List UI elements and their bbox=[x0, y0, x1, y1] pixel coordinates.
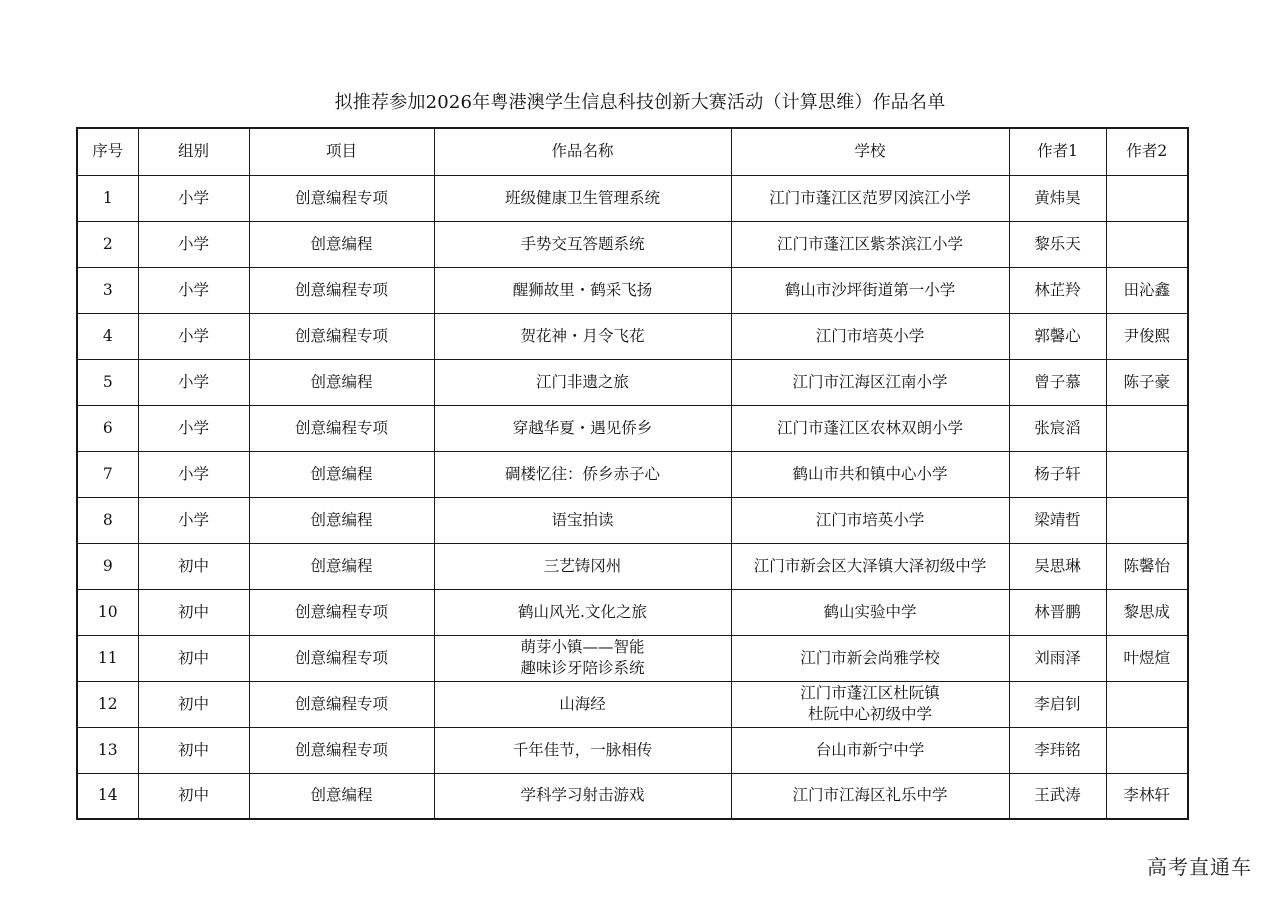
cell-author-1: 刘雨泽 bbox=[1009, 635, 1106, 681]
cell-index: 3 bbox=[77, 267, 138, 313]
cell-author-1: 杨子轩 bbox=[1009, 451, 1106, 497]
cell-index: 13 bbox=[77, 727, 138, 773]
cell-work-name: 千年佳节，一脉相传 bbox=[434, 727, 731, 773]
cell-author-2 bbox=[1106, 727, 1188, 773]
header-school: 学校 bbox=[731, 128, 1009, 175]
cell-work-name: 山海经 bbox=[434, 681, 731, 727]
cell-author-2: 叶煜煊 bbox=[1106, 635, 1188, 681]
cell-author-2 bbox=[1106, 497, 1188, 543]
cell-project: 创意编程专项 bbox=[249, 727, 434, 773]
cell-group: 初中 bbox=[138, 589, 249, 635]
cell-author-2 bbox=[1106, 221, 1188, 267]
cell-index: 6 bbox=[77, 405, 138, 451]
cell-group: 小学 bbox=[138, 451, 249, 497]
cell-work-name: 三艺铸冈州 bbox=[434, 543, 731, 589]
cell-school: 鹤山市沙坪街道第一小学 bbox=[731, 267, 1009, 313]
cell-group: 小学 bbox=[138, 359, 249, 405]
table-row bbox=[77, 267, 1188, 313]
header-project: 项目 bbox=[249, 128, 434, 175]
cell-author-2: 陈子豪 bbox=[1106, 359, 1188, 405]
cell-school: 江门市新会区大泽镇大泽初级中学 bbox=[731, 543, 1009, 589]
cell-school: 江门市蓬江区范罗冈滨江小学 bbox=[731, 175, 1009, 221]
cell-project: 创意编程 bbox=[249, 221, 434, 267]
cell-author-2: 黎思成 bbox=[1106, 589, 1188, 635]
cell-group: 小学 bbox=[138, 175, 249, 221]
cell-group: 初中 bbox=[138, 681, 249, 727]
cell-work-name: 碉楼忆往：侨乡赤子心 bbox=[434, 451, 731, 497]
cell-project: 创意编程专项 bbox=[249, 175, 434, 221]
cell-group: 初中 bbox=[138, 543, 249, 589]
cell-project: 创意编程 bbox=[249, 543, 434, 589]
cell-school: 江门市江海区江南小学 bbox=[731, 359, 1009, 405]
table-row bbox=[77, 635, 1188, 681]
table-row bbox=[77, 405, 1188, 451]
cell-index: 1 bbox=[77, 175, 138, 221]
cell-project: 创意编程 bbox=[249, 773, 434, 819]
cell-author-1: 李启钊 bbox=[1009, 681, 1106, 727]
cell-index: 8 bbox=[77, 497, 138, 543]
cell-project: 创意编程专项 bbox=[249, 267, 434, 313]
cell-project: 创意编程专项 bbox=[249, 681, 434, 727]
cell-author-1: 李玮铭 bbox=[1009, 727, 1106, 773]
cell-group: 初中 bbox=[138, 773, 249, 819]
cell-work-name: 学科学习射击游戏 bbox=[434, 773, 731, 819]
cell-index: 2 bbox=[77, 221, 138, 267]
cell-school: 台山市新宁中学 bbox=[731, 727, 1009, 773]
cell-work-name: 萌芽小镇——智能 趣味诊牙陪诊系统 bbox=[434, 635, 731, 681]
watermark-text: 高考直通车 bbox=[1147, 855, 1252, 879]
cell-project: 创意编程 bbox=[249, 359, 434, 405]
cell-author-2: 陈馨怡 bbox=[1106, 543, 1188, 589]
table-row bbox=[77, 543, 1188, 589]
table-row bbox=[77, 773, 1188, 819]
cell-index: 10 bbox=[77, 589, 138, 635]
table-row bbox=[77, 727, 1188, 773]
cell-work-name: 醒狮故里・鹤采飞扬 bbox=[434, 267, 731, 313]
cell-index: 5 bbox=[77, 359, 138, 405]
cell-index: 14 bbox=[77, 773, 138, 819]
cell-school: 江门市蓬江区杜阮镇 杜阮中心初级中学 bbox=[731, 681, 1009, 727]
cell-author-2: 李林轩 bbox=[1106, 773, 1188, 819]
table-row bbox=[77, 359, 1188, 405]
cell-work-name: 语宝拍读 bbox=[434, 497, 731, 543]
cell-work-name: 鹤山风光.文化之旅 bbox=[434, 589, 731, 635]
cell-group: 小学 bbox=[138, 497, 249, 543]
cell-work-name: 贺花神・月令飞花 bbox=[434, 313, 731, 359]
cell-school: 江门市蓬江区农林双朗小学 bbox=[731, 405, 1009, 451]
cell-author-2 bbox=[1106, 405, 1188, 451]
table-row bbox=[77, 681, 1188, 727]
cell-group: 小学 bbox=[138, 405, 249, 451]
cell-author-2: 田沁鑫 bbox=[1106, 267, 1188, 313]
cell-group: 小学 bbox=[138, 221, 249, 267]
cell-author-1: 曾子慕 bbox=[1009, 359, 1106, 405]
cell-author-1: 林晋鹏 bbox=[1009, 589, 1106, 635]
header-work-name: 作品名称 bbox=[434, 128, 731, 175]
cell-author-1: 梁靖哲 bbox=[1009, 497, 1106, 543]
table-body bbox=[77, 175, 1188, 819]
cell-author-1: 黎乐天 bbox=[1009, 221, 1106, 267]
cell-project: 创意编程 bbox=[249, 451, 434, 497]
cell-author-1: 郭馨心 bbox=[1009, 313, 1106, 359]
table-row bbox=[77, 451, 1188, 497]
cell-school: 江门市新会尚雅学校 bbox=[731, 635, 1009, 681]
cell-project: 创意编程专项 bbox=[249, 313, 434, 359]
cell-work-name: 班级健康卫生管理系统 bbox=[434, 175, 731, 221]
cell-project: 创意编程专项 bbox=[249, 635, 434, 681]
nomination-table bbox=[76, 127, 1189, 820]
table-header-row bbox=[77, 128, 1188, 175]
cell-school: 江门市培英小学 bbox=[731, 313, 1009, 359]
cell-author-1: 王武涛 bbox=[1009, 773, 1106, 819]
cell-group: 小学 bbox=[138, 313, 249, 359]
table-row bbox=[77, 497, 1188, 543]
header-author-1: 作者1 bbox=[1009, 128, 1106, 175]
cell-author-1: 林芷羚 bbox=[1009, 267, 1106, 313]
cell-index: 4 bbox=[77, 313, 138, 359]
header-index: 序号 bbox=[77, 128, 138, 175]
cell-author-2: 尹俊熙 bbox=[1106, 313, 1188, 359]
cell-author-1: 黄炜昊 bbox=[1009, 175, 1106, 221]
cell-project: 创意编程 bbox=[249, 497, 434, 543]
cell-index: 11 bbox=[77, 635, 138, 681]
cell-author-2 bbox=[1106, 175, 1188, 221]
table-row bbox=[77, 221, 1188, 267]
cell-school: 鹤山市共和镇中心小学 bbox=[731, 451, 1009, 497]
table-row bbox=[77, 313, 1188, 359]
cell-school: 江门市江海区礼乐中学 bbox=[731, 773, 1009, 819]
document-title: 拟推荐参加2026年粤港澳学生信息科技创新大赛活动（计算思维）作品名单 bbox=[334, 92, 946, 113]
cell-school: 江门市蓬江区紫茶滨江小学 bbox=[731, 221, 1009, 267]
table-row bbox=[77, 175, 1188, 221]
cell-school: 江门市培英小学 bbox=[731, 497, 1009, 543]
cell-group: 初中 bbox=[138, 635, 249, 681]
cell-index: 12 bbox=[77, 681, 138, 727]
cell-group: 初中 bbox=[138, 727, 249, 773]
cell-group: 小学 bbox=[138, 267, 249, 313]
cell-author-1: 张宸滔 bbox=[1009, 405, 1106, 451]
cell-author-2 bbox=[1106, 451, 1188, 497]
header-author-2: 作者2 bbox=[1106, 128, 1188, 175]
cell-author-2 bbox=[1106, 681, 1188, 727]
table-row bbox=[77, 589, 1188, 635]
cell-author-1: 吴思琳 bbox=[1009, 543, 1106, 589]
cell-project: 创意编程专项 bbox=[249, 405, 434, 451]
cell-work-name: 穿越华夏・遇见侨乡 bbox=[434, 405, 731, 451]
cell-work-name: 江门非遗之旅 bbox=[434, 359, 731, 405]
cell-school: 鹤山实验中学 bbox=[731, 589, 1009, 635]
cell-index: 7 bbox=[77, 451, 138, 497]
header-group: 组别 bbox=[138, 128, 249, 175]
cell-index: 9 bbox=[77, 543, 138, 589]
cell-work-name: 手势交互答题系统 bbox=[434, 221, 731, 267]
cell-project: 创意编程专项 bbox=[249, 589, 434, 635]
